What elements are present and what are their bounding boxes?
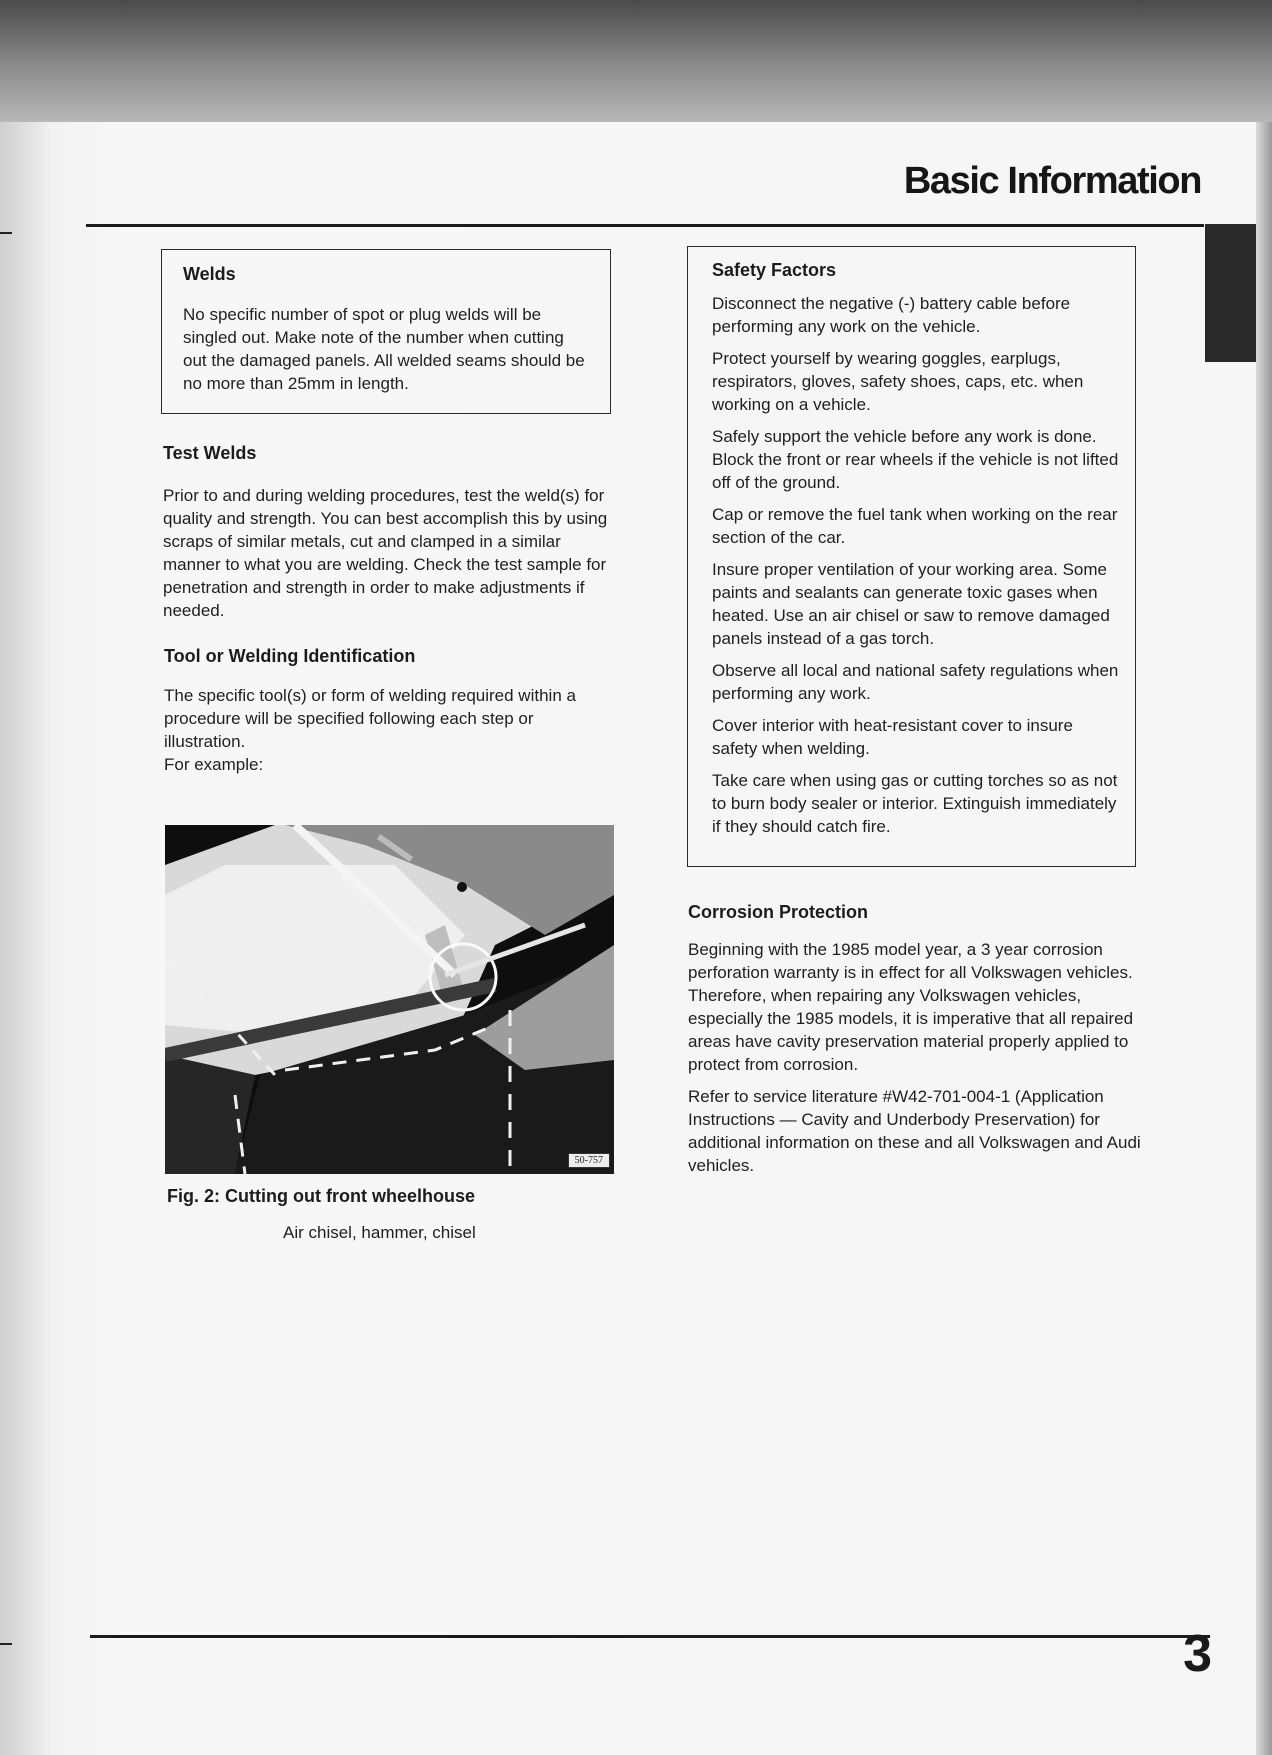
example-label: For example: [164,755,264,774]
welds-heading: Welds [183,264,236,284]
welds-body: No specific number of spot or plug welds will be singled out. Make note of the number when cutting out the damaged panels. All welded seams should be no more than 25mm in length. [183,305,585,393]
page-title: Basic Information [903,160,1201,202]
footer-rule [90,1635,1210,1638]
test-welds-section [163,443,613,622]
safety-item: Take care when using gas or cutting torches so as not to burn body sealer or interior. Extinguish immediately if they should catch fire. [712,771,1118,836]
test-welds-heading: Test Welds [163,443,257,463]
safety-item: Protect yourself by wearing goggles, earplugs, respirators, gloves, safety shoes, caps, etc. when working on a vehicle. [712,349,1084,414]
safety-item: Insure proper ventilation of your working area. Some paints and sealants can generate toxic gases when heated. Use an air chisel or saw to remove damaged panels instead of a gas torch. [712,560,1110,648]
safety-item: Cover interior with heat-resistant cover to insure safety when welding. [712,716,1073,758]
safety-item: Cap or remove the fuel tank when working on the rear section of the car. [712,505,1118,547]
edge-mark [0,232,12,234]
figure-caption: Fig. 2: Cutting out front wheelhouse [167,1186,475,1206]
safety-heading: Safety Factors [712,260,837,280]
tool-identification-heading: Tool or Welding Identification [164,646,416,666]
safety-item: Disconnect the negative (-) battery cable before performing any work on the vehicle. [712,294,1071,336]
corrosion-section [688,902,1148,1186]
safety-item: Observe all local and national safety regulations when performing any work. [712,661,1119,703]
corrosion-paragraph: Beginning with the 1985 model year, a 3 year corrosion perforation warranty is in effect for all Volkswagen vehicles. Therefore, when repairing any Volkswagen vehicles, especially the 1985 models, it is imperative that all repaired areas have cavity preservation material properly applied to protect from corrosion. [688,940,1134,1074]
scanner-background [0,0,1272,122]
safety-factors-box [687,246,1136,867]
tool-identification-body: The specific tool(s) or form of welding required within a procedure will be specified following each step or illustration. [164,686,576,751]
header-rule [86,224,1204,227]
welds-box [161,249,611,414]
test-welds-body: Prior to and during welding procedures, test the weld(s) for quality and strength. You can best accomplish this by using scraps of similar metals, cut and clamped in a similar manner to what you are welding. Check the test sample for penetration and strength in order to make adjustments if needed. [163,486,608,620]
safety-item: Safely support the vehicle before any work is done. Block the front or rear wheels if the vehicle is not lifted off of the ground. [712,427,1119,492]
section-thumb-tab [1205,224,1256,362]
photo-reference-code: 50-757 [568,1153,610,1168]
wheelhouse-photo [165,825,614,1174]
wheelhouse-photo-graphic [165,825,614,1174]
edge-mark [0,1643,12,1645]
corrosion-heading: Corrosion Protection [688,902,869,922]
corrosion-paragraph: Refer to service literature #W42-701-004-1 (Application Instructions — Cavity and Underbody Preservation) for additional information on these and all Volkswagen and Audi vehicles. [688,1087,1141,1175]
tool-identification-section [164,646,614,776]
page-number: 3 [1183,1625,1212,1683]
figure-tools: Air chisel, hammer, chisel [283,1223,476,1242]
page-edge-shadow [1256,122,1272,1755]
